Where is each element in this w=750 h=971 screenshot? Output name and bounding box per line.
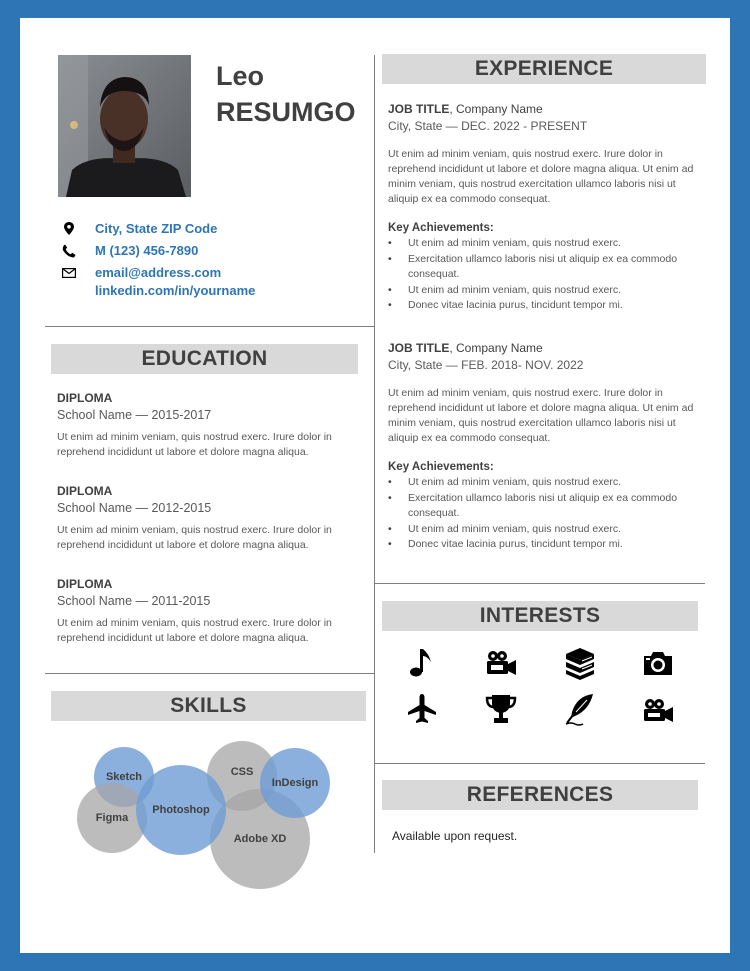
school-name: School Name — 2015-2017 [57, 408, 212, 422]
skill-bubble-figma: Figma [77, 783, 147, 853]
divider-experience [374, 583, 705, 584]
company-name: , Company Name [449, 102, 543, 116]
column-divider [374, 55, 375, 853]
profile-photo [58, 55, 191, 197]
resume-page [20, 18, 730, 953]
music-note-icon [405, 646, 439, 680]
job-description: Ut enim ad minim veniam, quis nostrud exerc. Irure dolor in reprehend incididunt ut labore et dolore magna aliqua. Ut enim ad minim veniam, quis nostrud exercitation ullamco laboris nisi ut aliquip ex ea commodo consequat. [388, 148, 694, 205]
list-item: • Exercitation ullamco laboris nisi ut aliquip ex ea commodo consequat. [388, 252, 706, 283]
references-text: Available upon request. [392, 829, 518, 843]
job-title: JOB TITLE [388, 341, 450, 355]
company-name: , Company Name [449, 341, 543, 355]
envelope-icon [60, 266, 78, 280]
job-entry [388, 341, 706, 553]
education-item [57, 484, 357, 553]
education-description: Ut enim ad minim veniam, quis nostrud exerc. Irure dolor in reprehend incididunt ut labore et dolore magna aliqua. [57, 617, 332, 644]
movie-camera-icon [641, 692, 675, 726]
divider-interests [374, 763, 705, 764]
education-item [57, 391, 357, 460]
job-location-dates: City, State — DEC. 2022 - PRESENT [388, 119, 588, 133]
contact-address [60, 221, 217, 236]
degree: DIPLOMA [57, 577, 113, 591]
first-name: Leo [216, 61, 265, 91]
phone-text: M (123) 456-7890 [95, 243, 199, 258]
experience-heading: EXPERIENCE [382, 54, 706, 84]
skill-bubble-adobe-xd: Adobe XD [210, 789, 310, 889]
contact-phone [60, 243, 198, 258]
education-description: Ut enim ad minim veniam, quis nostrud exerc. Irure dolor in reprehend incididunt ut labore et dolore magna aliqua. [57, 431, 332, 458]
achievements-list [388, 475, 706, 553]
job-description: Ut enim ad minim veniam, quis nostrud exerc. Irure dolor in reprehend incididunt ut labore et dolore magna aliqua. Ut enim ad minim veniam, quis nostrud exercitation ullamco laboris nisi ut aliquip ex ea commodo consequat. [388, 387, 694, 444]
list-item: • Donec vitae lacinia purus, tincidunt tempor mi. [388, 298, 706, 314]
achievements-list [388, 236, 706, 314]
feather-quill-icon [563, 692, 597, 726]
school-name: School Name — 2011-2015 [57, 594, 211, 608]
skill-bubble-indesign: InDesign [260, 748, 330, 818]
education-description: Ut enim ad minim veniam, quis nostrud exerc. Irure dolor in reprehend incididunt ut labore et dolore magna aliqua. [57, 524, 332, 551]
contact-linkedin[interactable] [60, 283, 255, 298]
list-item: • Donec vitae lacinia purus, tincidunt tempor mi. [388, 537, 706, 553]
skill-bubble-sketch: Sketch [94, 747, 154, 807]
list-item: • Ut enim ad minim veniam, quis nostrud exerc. [388, 236, 706, 252]
location-pin-icon [60, 222, 78, 236]
books-icon [563, 646, 597, 680]
skill-bubble-css: CSS [207, 741, 277, 811]
key-achievements-label: Key Achievements: [388, 222, 494, 234]
video-camera-icon [484, 646, 518, 680]
degree: DIPLOMA [57, 484, 113, 498]
job-title-line [388, 102, 706, 116]
airplane-icon [405, 692, 439, 726]
email-link[interactable]: email@address.com [95, 265, 222, 280]
school-name: School Name — 2012-2015 [57, 501, 212, 515]
key-achievements-label: Key Achievements: [388, 461, 494, 473]
job-title-line [388, 341, 706, 355]
linkedin-link[interactable]: linkedin.com/in/yourname [95, 283, 256, 298]
contact-email[interactable] [60, 265, 221, 280]
full-name [216, 58, 356, 131]
skill-bubble-photoshop: Photoshop [136, 765, 226, 855]
degree: DIPLOMA [57, 391, 113, 405]
interests-heading: INTERESTS [382, 601, 698, 631]
trophy-icon [484, 692, 518, 726]
job-location-dates: City, State — FEB. 2018- NOV. 2022 [388, 358, 584, 372]
list-item: • Ut enim ad minim veniam, quis nostrud exerc. [388, 283, 706, 299]
list-item: • Exercitation ullamco laboris nisi ut aliquip ex ea commodo consequat. [388, 491, 706, 522]
list-item: • Ut enim ad minim veniam, quis nostrud exerc. [388, 475, 706, 491]
job-title: JOB TITLE [388, 102, 450, 116]
camera-icon [641, 646, 675, 680]
last-name: RESUMGO [216, 97, 356, 128]
divider-education [45, 673, 374, 674]
education-heading: EDUCATION [51, 344, 358, 374]
phone-icon [60, 244, 78, 258]
job-entry [388, 102, 706, 314]
address-text: City, State ZIP Code [95, 221, 218, 236]
skills-heading: SKILLS [51, 691, 366, 721]
divider-contact [45, 326, 374, 327]
education-item [57, 577, 357, 646]
skills-bubble-chart [75, 736, 335, 866]
references-heading: REFERENCES [382, 780, 698, 810]
list-item: • Ut enim ad minim veniam, quis nostrud exerc. [388, 522, 706, 538]
